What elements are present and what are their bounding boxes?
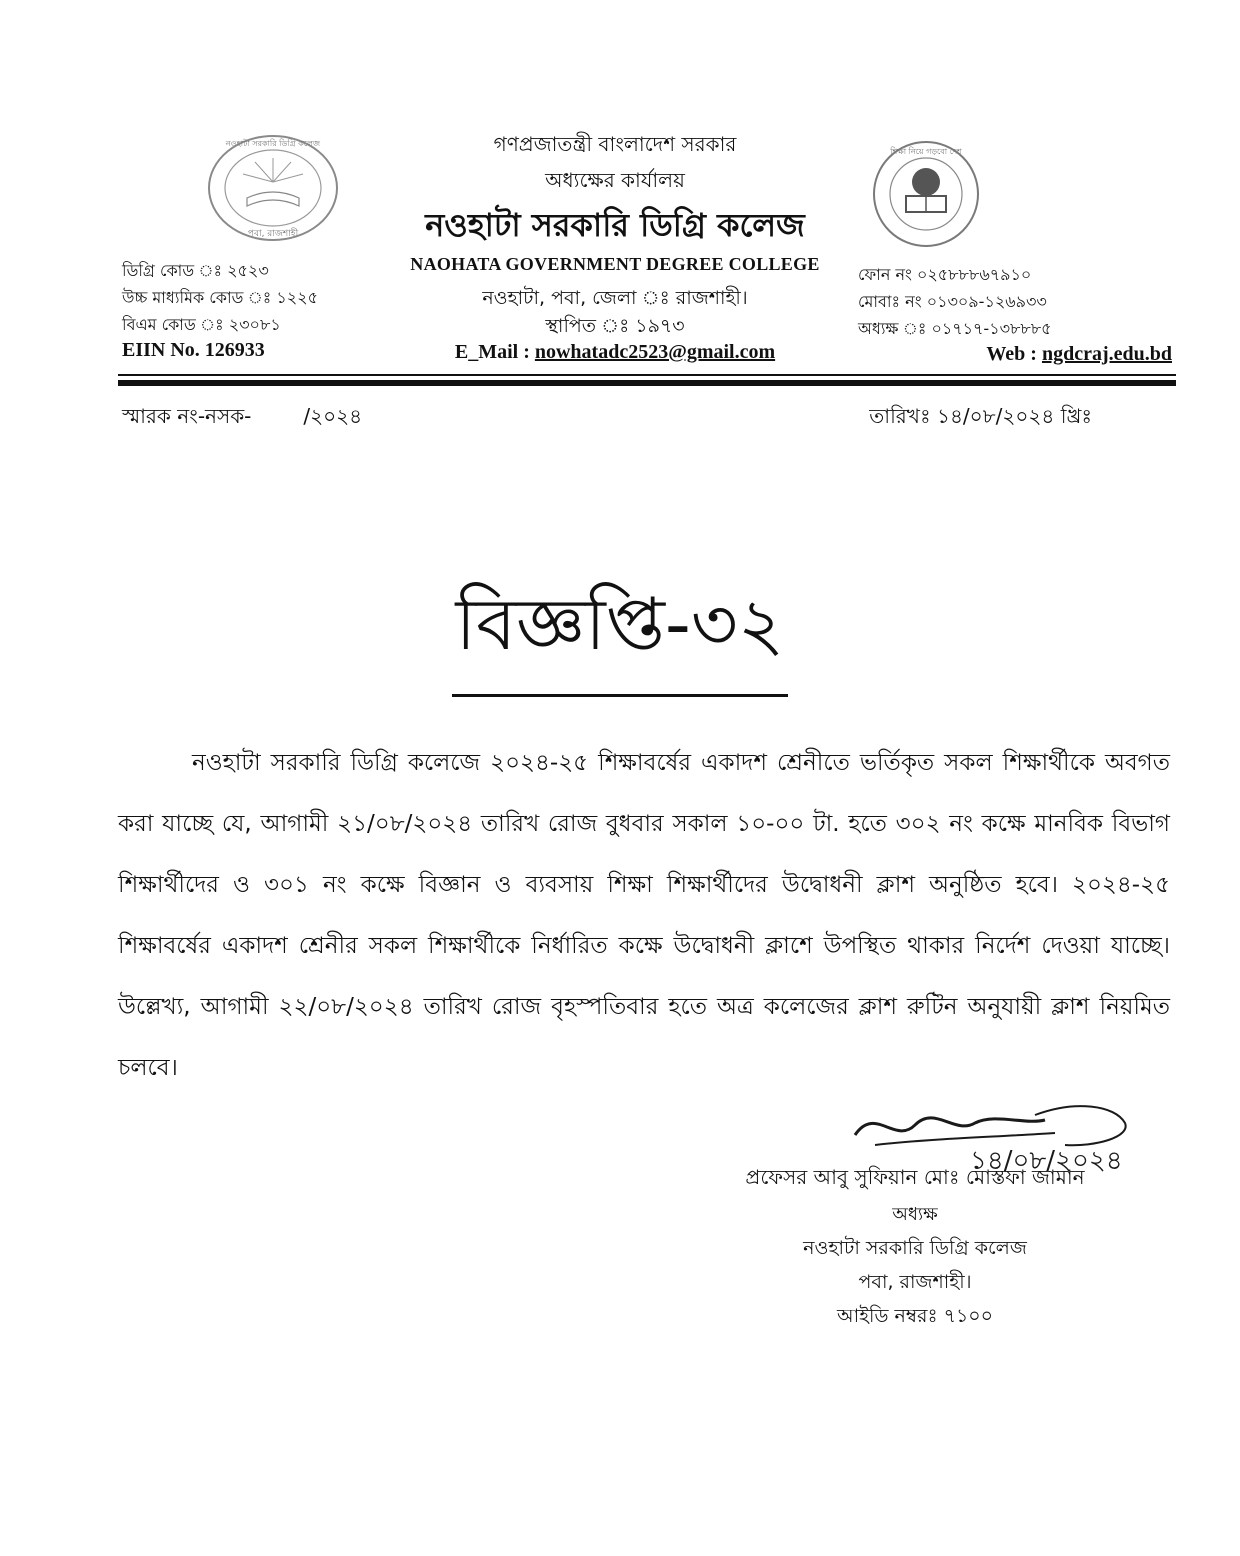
signer-name: প্রফেসর আবু সুফিয়ান মোঃ মোস্তফা জামান <box>745 1165 1085 1189</box>
signer-id: আইডি নম্বরঃ ৭১০০ <box>836 1305 994 1327</box>
college-seal-right <box>870 138 982 250</box>
degree-code: ডিগ্রি কোড ঃ ২৫২৩ <box>122 261 269 280</box>
notice-body: নওহাটা সরকারি ডিগ্রি কলেজে ২০২৪-২৫ শিক্ষাবর্ষের একাদশ শ্রেনীতে ভর্তিকৃত সকল শিক্ষার্থীকে অবগত করা যাচ্ছে যে, আগামী ২১/০৮/২০২৪ তারিখ রোজ বুধবার সকাল ১০-০০ টা. হতে ৩০২ নং কক্ষে মানবিক বিভাগ শিক্ষার্থীদের ও ৩০১ নং কক্ষে বিজ্ঞান ও ব্যবসায় শিক্ষা শিক্ষার্থীদের উদ্বোধনী ক্লাশ অনুষ্ঠিত হবে। ২০২৪-২৫ শিক্ষাবর্ষের একাদশ শ্রেনীর সকল শিক্ষার্থীকে নির্ধারিত কক্ষে উদ্বোধনী ক্লাশে উপস্থিত থাকার নির্দেশ দেওয়া যাচ্ছে। উল্লেখ্য, আগামী ২২/০৮/২০২৪ তারিখ রোজ বৃহস্পতিবার হতে অত্র কলেজের ক্লাশ রুটিন অনুযায়ী ক্লাশ নিয়মিত চলবে। <box>118 750 1170 1081</box>
eiin-number: EIIN No. 126933 <box>122 339 265 361</box>
email-line <box>380 341 850 364</box>
email-link[interactable]: nowhatadc2523@gmail.com <box>534 341 776 363</box>
signer-designation: অধ্যক্ষ <box>892 1204 938 1225</box>
principal-phone: অধ্যক্ষ ঃ ০১৭১৭-১৩৮৮৮৫ <box>858 319 1052 338</box>
notice-title: বিজ্ঞপ্তি-৩২ <box>452 570 789 697</box>
government-name: গণপ্রজাতন্ত্রী বাংলাদেশ সরকার <box>493 132 737 156</box>
web-label: Web : <box>986 343 1042 365</box>
issue-date: তারিখঃ ১৪/০৮/২০২৪ খ্রিঃ <box>869 404 1092 428</box>
svg-text:পবা, রাজশাহী: পবা, রাজশাহী <box>247 229 299 239</box>
website-link[interactable]: ngdcraj.edu.bd <box>1041 343 1172 365</box>
handwritten-date: ১৪/০৮/২০২৪ <box>970 1146 1123 1176</box>
hsc-code: উচ্চ মাধ্যমিক কোড ঃ ১২২৫ <box>122 288 318 307</box>
memo-number <box>122 402 362 435</box>
college-name-bangla: নওহাটা সরকারি ডিগ্রি কলেজ <box>425 206 805 244</box>
memo-year: /২০২৪ <box>303 404 363 428</box>
phone-number: ফোন নং ০২৫৮৮৮৬৭৯১০ <box>858 265 1032 284</box>
established-year: স্থাপিত ঃ ১৯৭৩ <box>545 315 685 337</box>
bm-code: বিএম কোড ঃ ২৩০৮১ <box>122 315 281 334</box>
notice-title-wrap <box>0 570 1240 697</box>
college-name-english: NAOHATA GOVERNMENT DEGREE COLLEGE <box>410 254 820 274</box>
signer-place: পবা, রাজশাহী। <box>858 1271 972 1293</box>
svg-text:শিক্ষা নিয়ে গড়বো দেশ: শিক্ষা নিয়ে গড়বো দেশ <box>890 147 962 156</box>
college-address: নওহাটা, পবা, জেলা ঃ রাজশাহী। <box>482 287 748 309</box>
college-seal-left <box>205 132 341 244</box>
office-name: অধ্যক্ষের কার্যালয় <box>545 168 685 192</box>
memo-label: স্মারক নং-নসক- <box>122 404 252 428</box>
header-divider-thick <box>118 380 1176 386</box>
email-label: E_Mail : <box>454 341 535 363</box>
website-line <box>986 343 1172 366</box>
header-divider-thin <box>118 374 1176 376</box>
svg-text:নওহাটা সরকারি ডিগ্রি কলেজ: নওহাটা সরকারি ডিগ্রি কলেজ <box>225 139 321 148</box>
signer-college: নওহাটা সরকারি ডিগ্রি কলেজ <box>803 1237 1027 1259</box>
mobile-number: মোবাঃ নং ০১৩০৯-১২৬৯৩৩ <box>858 292 1047 311</box>
